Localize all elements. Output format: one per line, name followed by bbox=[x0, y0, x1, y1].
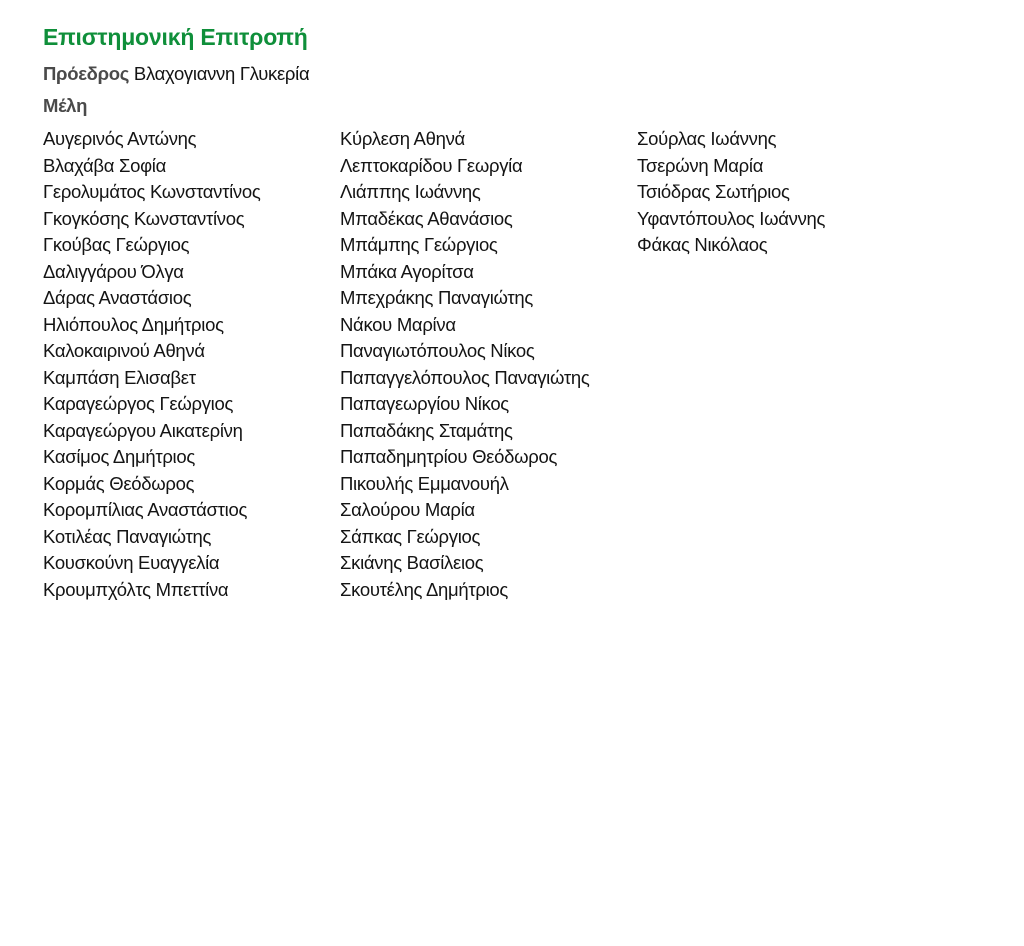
member-name: Κορομπίλιας Αναστάστιος bbox=[43, 499, 248, 520]
member-name: Δαλιγγάρου Όλγα bbox=[43, 260, 184, 282]
members-column-1 bbox=[43, 126, 260, 603]
president-name: Βλαχογιαννη Γλυκερία bbox=[133, 63, 310, 84]
page-title: Επιστημονική Επιτροπή bbox=[43, 24, 308, 50]
member-name: Σάπκας Γεώργιος bbox=[340, 525, 481, 547]
member-name: Παπαγγελόπουλος Παναγιώτης bbox=[340, 366, 590, 388]
member-name: Τσιόδρας Σωτήριος bbox=[637, 181, 790, 202]
president-label: Πρόεδρος bbox=[43, 63, 130, 84]
member-name: Κύρλεση Αθηνά bbox=[340, 128, 465, 149]
member-name: Τσερώνη Μαρία bbox=[637, 154, 764, 176]
president-line bbox=[43, 61, 309, 87]
member-name: Φάκας Νικόλαος bbox=[637, 234, 768, 255]
member-name: Μπαδέκας Αθανάσιος bbox=[340, 207, 513, 229]
member-name: Υφαντόπουλος Ιωάννης bbox=[637, 207, 826, 229]
member-name: Παναγιωτόπουλος Νίκος bbox=[340, 340, 535, 361]
member-name: Παπαδάκης Σταμάτης bbox=[340, 419, 513, 441]
member-name: Καραγεώργος Γεώργιος bbox=[43, 393, 234, 414]
member-name: Κουσκούνη Ευαγγελία bbox=[43, 552, 220, 573]
member-name: Παπαδημητρίου Θεόδωρος bbox=[340, 446, 558, 467]
member-name: Γερολυμάτος Κωνσταντίνος bbox=[43, 181, 261, 202]
members-column-3 bbox=[637, 126, 825, 259]
member-name: Καμπάση Ελισαβετ bbox=[43, 366, 196, 388]
member-name: Μπάκα Αγορίτσα bbox=[340, 260, 474, 282]
member-name: Λεπτοκαρίδου Γεωργία bbox=[340, 154, 523, 176]
members-heading: Μέλη bbox=[43, 95, 88, 116]
member-name: Καραγεώργου Αικατερίνη bbox=[43, 419, 243, 441]
member-name: Νάκου Μαρίνα bbox=[340, 313, 456, 335]
member-name: Βλαχάβα Σοφία bbox=[43, 154, 167, 176]
member-name: Κορμάς Θεόδωρος bbox=[43, 472, 195, 494]
member-name: Πικουλής Εμμανουήλ bbox=[340, 472, 509, 494]
member-name: Μπεχράκης Παναγιώτης bbox=[340, 287, 534, 308]
member-name: Σκουτέλης Δημήτριος bbox=[340, 578, 509, 600]
member-name: Κασίμος Δημήτριος bbox=[43, 446, 195, 467]
member-name: Σκιάνης Βασίλειος bbox=[340, 552, 484, 573]
member-name: Κοτιλέας Παναγιώτης bbox=[43, 525, 212, 547]
member-name: Σαλούρου Μαρία bbox=[340, 499, 475, 520]
member-name: Καλοκαιρινού Αθηνά bbox=[43, 340, 205, 361]
member-name: Μπάμπης Γεώργιος bbox=[340, 234, 498, 255]
member-name: Σούρλας Ιωάννης bbox=[637, 128, 777, 149]
member-name: Λιάππης Ιωάννης bbox=[340, 181, 481, 202]
members-column-2 bbox=[340, 126, 589, 603]
member-name: Γκούβας Γεώργιος bbox=[43, 234, 190, 255]
member-name: Γκογκόσης Κωνσταντίνος bbox=[43, 207, 245, 229]
member-name: Ηλιόπουλος Δημήτριος bbox=[43, 313, 224, 335]
member-name: Παπαγεωργίου Νίκος bbox=[340, 393, 509, 414]
member-name: Δάρας Αναστάσιος bbox=[43, 287, 192, 308]
member-name: Κρουμπχόλτς Μπεττίνα bbox=[43, 578, 229, 600]
member-name: Αυγερινός Αντώνης bbox=[43, 128, 197, 149]
